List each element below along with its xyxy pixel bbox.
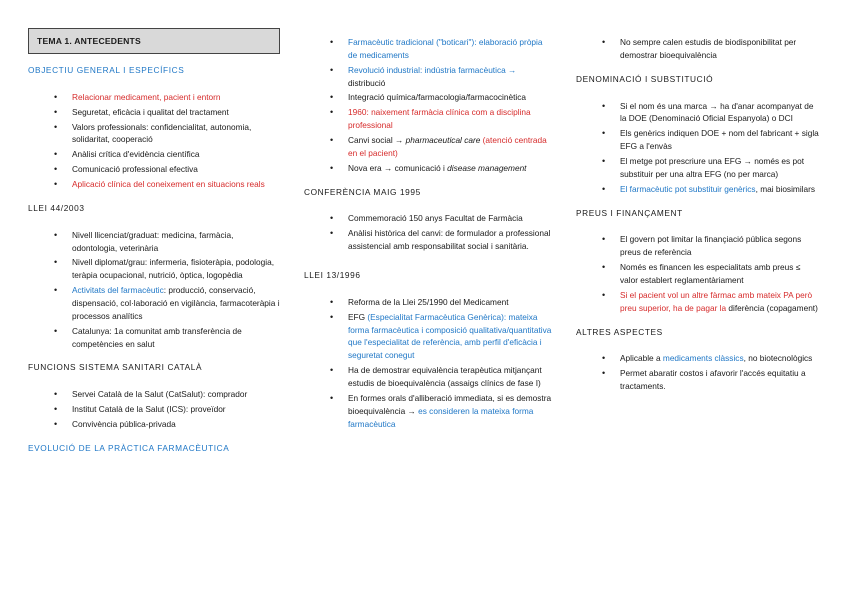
- list-item: • Farmacèutic tradicional ("boticari"): elaboració pròpia de medicaments: [304, 36, 552, 62]
- list-item: • Anàlisi històrica del canvi: de formulador a professional assistencial amb responsabilitat social i sanitària.: [304, 227, 552, 253]
- list-objectius: [28, 91, 280, 191]
- section-heading-llei-44-2003: LLEI 44/2003: [28, 202, 85, 213]
- list-item-text: En formes orals d'alliberació immediata, si es demostra bioequivalència →: [348, 392, 552, 416]
- list-item: • Valors professionals: confidencialitat, autonomia, solidaritat, cooperació: [28, 121, 280, 147]
- section-heading-preus: PREUS I FINANÇAMENT: [576, 207, 683, 218]
- list-item: • Relacionar medicament, pacient i entorn: [28, 91, 280, 104]
- list-item: • Seguretat, eficàcia i qualitat del tractament: [28, 106, 280, 119]
- list-item: [576, 289, 820, 315]
- list-item: • El govern pot limitar la finançiació pública segons preus de referència: [576, 233, 820, 259]
- list-preus: [576, 233, 820, 314]
- list-item-text: Canvi social →: [348, 135, 406, 146]
- list-item: [304, 64, 552, 90]
- list-item: • Comunicació professional efectiva: [28, 163, 280, 176]
- section-heading-denominacio: DENOMINACIÓ I SUBSTITUCIÓ: [576, 73, 714, 84]
- section-heading-evolucio: EVOLUCIÓ DE LA PRÀCTICA FARMACÈUTICA: [28, 442, 230, 453]
- column-3: [576, 36, 820, 395]
- list-item-text: distribució: [348, 77, 386, 88]
- section-heading-funcions-sistema: FUNCIONS SISTEMA SANITARI CATALÀ: [28, 362, 203, 373]
- list-llei-13-1996: [304, 296, 552, 431]
- list-item: • El metge pot prescriure una EFG → només es pot substituir per una altra EFG (no per marca): [576, 155, 820, 181]
- list-item: • Ha de demostrar equivalència terapèutica mitjançant estudis de bioequivalència (assaigs clínics de fase I): [304, 364, 552, 390]
- list-bioequivalencia: [576, 36, 820, 62]
- section-heading-conferencia: CONFERÈNCIA MAIG 1995: [304, 186, 421, 197]
- list-item: • Catalunya: 1a comunitat amb transferència de competències en salut: [28, 325, 280, 351]
- list-item: • Nivell diplomat/grau: infermeria, fisioteràpia, podologia, teràpia ocupacional, nutrició, òptica, logopèdia: [28, 256, 280, 282]
- italic-text: disease management: [447, 162, 527, 173]
- list-item: • Institut Català de la Salut (ICS): proveïdor: [28, 403, 280, 416]
- highlight-text: Activitats del farmacèutic: [72, 285, 164, 296]
- list-altres: [576, 352, 820, 393]
- list-item-text: diferència (copagament): [726, 302, 818, 313]
- list-item: [304, 134, 552, 160]
- highlight-text: Revolució industrial: indústria farmacèutica →: [348, 64, 517, 75]
- section-heading-altres: ALTRES ASPECTES: [576, 326, 663, 337]
- list-item-text: , mai biosimilars: [755, 183, 816, 194]
- column-1: [28, 28, 280, 469]
- list-item: • Integració química/farmacologia/farmacocinètica: [304, 91, 552, 104]
- list-item-text: EFG: [348, 311, 368, 322]
- highlight-text: es consideren la mateixa forma farmacèutica: [348, 405, 534, 429]
- list-item: • Anàlisi crítica d'evidència científica: [28, 148, 280, 161]
- highlight-text: Si el pacient vol un altre fàrmac amb mateix PA però preu superior, ha de pagar la: [620, 289, 813, 313]
- highlight-text: medicaments clàssics: [662, 353, 744, 364]
- list-item: • Si el nom és una marca → ha d'anar acompanyat de la DOE (Denominació Oficial Espanyola) o DCI: [576, 100, 820, 126]
- list-item: [304, 311, 552, 362]
- highlight-text: (Especialitat Farmacèutica Genèrica): mateixa forma farmacèutica i composició qualitativa/quantitativa que l'especialitat de referència, amb perfil d'eficàcia i seguretat conegut: [348, 311, 552, 361]
- list-item: [576, 352, 820, 365]
- list-item: • Commemoració 150 anys Facultat de Farmàcia: [304, 212, 552, 225]
- list-item: • Aplicació clínica del coneixement en situacions reals: [28, 178, 280, 191]
- list-item: [576, 183, 820, 196]
- list-item: • Reforma de la Llei 25/1990 del Medicament: [304, 296, 552, 309]
- list-funcions-sistema: [28, 388, 280, 431]
- list-item: • Els genèrics indiquen DOE + nom del fabricant + sigla EFG a l'envàs: [576, 127, 820, 153]
- highlight-text: (atenció centrada en el pacient): [348, 135, 547, 158]
- list-item: • No sempre calen estudis de biodisponibilitat per demostrar bioequivalència: [576, 36, 820, 62]
- list-item-text: : producció, conservació, dispensació, col·laboració en vigilància, farmacoteràpia i processos analítics: [72, 285, 280, 321]
- highlight-text: El farmacèutic pot substituir genèrics: [620, 183, 756, 194]
- list-item: [304, 392, 552, 431]
- list-conferencia: [304, 212, 552, 253]
- list-item-text: Aplicable a: [620, 353, 663, 364]
- list-item: • Servei Català de la Salut (CatSalut): comprador: [28, 388, 280, 401]
- list-evolucio: [304, 36, 552, 175]
- page-title: TEMA 1. ANTECEDENTS: [28, 28, 280, 54]
- list-llei-44-2003: [28, 229, 280, 351]
- list-item-text: Nova era → comunicació i: [348, 162, 448, 173]
- section-heading-llei-13-1996: LLEI 13/1996: [304, 270, 361, 281]
- italic-text: pharmaceutical care: [405, 135, 481, 146]
- list-item: [304, 162, 552, 175]
- column-2: [304, 36, 552, 432]
- list-item: • Nivell llicenciat/graduat: medicina, farmàcia, odontologia, veterinària: [28, 229, 280, 255]
- list-item: • Només es financen les especialitats amb preus ≤ valor establert reglamentàriament: [576, 261, 820, 287]
- list-item: • Convivència pública-privada: [28, 418, 280, 431]
- list-item-text: , no biotecnològics: [743, 353, 813, 364]
- list-denominacio: [576, 100, 820, 196]
- list-item: • 1960: naixement farmàcia clínica com a disciplina professional: [304, 106, 552, 132]
- section-heading-objectius: OBJECTIU GENERAL I ESPECÍFICS: [28, 65, 185, 75]
- list-item: • Permet abaratir costos i afavorir l'accés equitatiu a tractaments.: [576, 367, 820, 393]
- list-item: [28, 284, 280, 323]
